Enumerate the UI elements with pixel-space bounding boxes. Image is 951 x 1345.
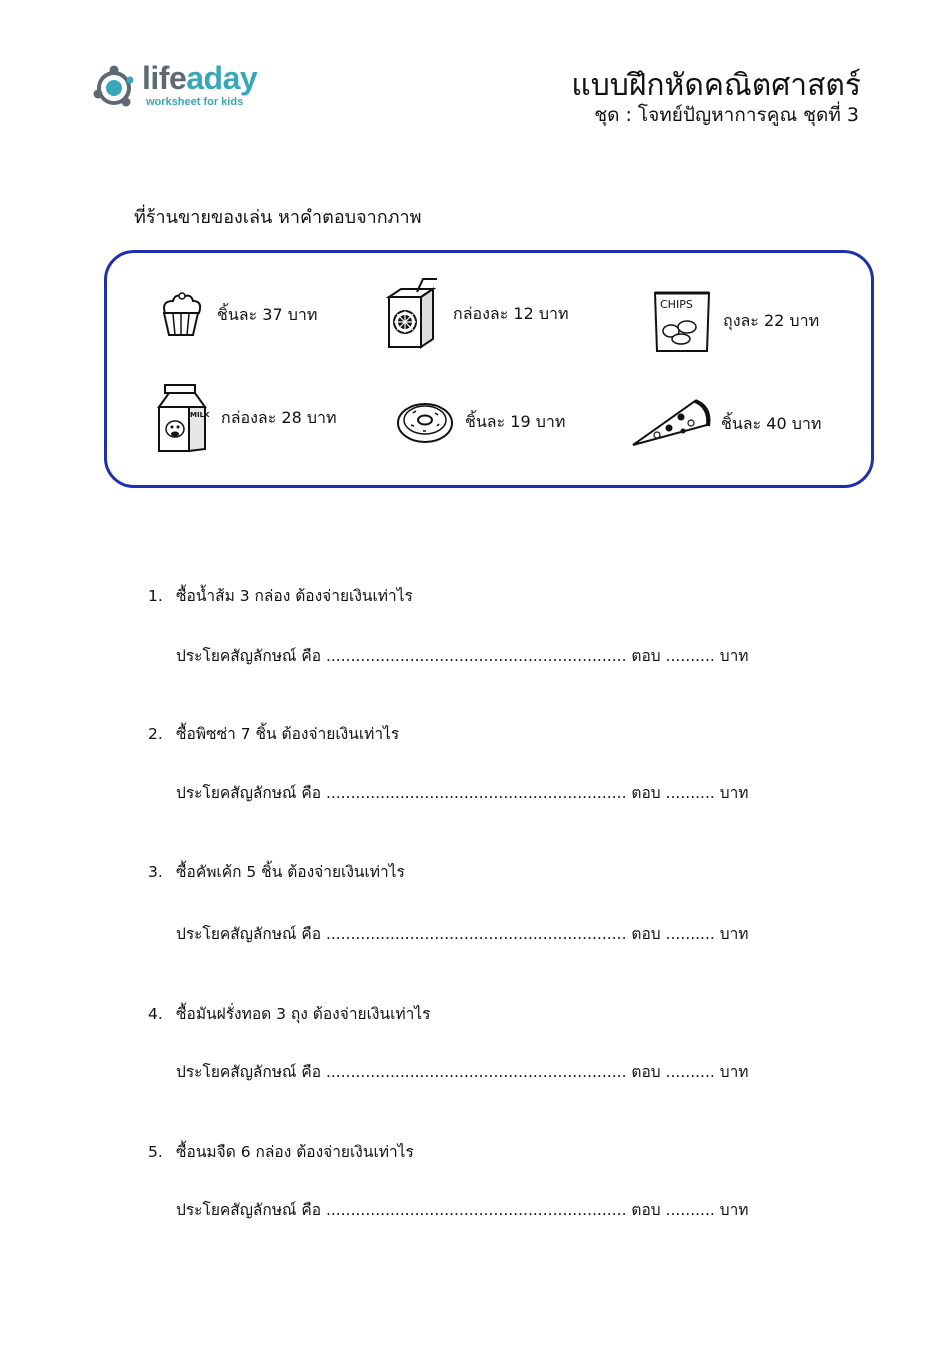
price-label: กล่องละ 28 บาท <box>221 407 337 427</box>
question-3: 3. ซื้อคัพเค้ก 5 ชิ้น ต้องจ่ายเงินเท่าไร <box>148 863 405 881</box>
pizza-slice-icon <box>629 395 711 453</box>
answer-line-5[interactable]: ประโยคสัญลักษณ์ คือ ............................................................. ตอบ .......... บาท <box>176 1201 749 1219</box>
donut-icon <box>395 399 455 445</box>
svg-text:CHIPS: CHIPS <box>660 298 693 311</box>
answer-line-3[interactable]: ประโยคสัญลักษณ์ คือ ............................................................. ตอบ .......... บาท <box>176 925 749 943</box>
price-list-box <box>104 250 874 488</box>
answer-line-1[interactable]: ประโยคสัญลักษณ์ คือ ............................................................. ตอบ .......... บาท <box>176 647 749 665</box>
question-2: 2. ซื้อพิซซ่า 7 ชิ้น ต้องจ่ายเงินเท่าไร <box>148 725 400 743</box>
logo-wordmark: lifeaday <box>142 60 258 96</box>
answer-line-4[interactable]: ประโยคสัญลักษณ์ คือ ............................................................. ตอบ .......... บาท <box>176 1063 749 1081</box>
price-label: กล่องละ 12 บาท <box>453 303 569 323</box>
svg-text:MILK: MILK <box>190 411 210 419</box>
price-item-donut <box>395 399 565 445</box>
juice-box-icon <box>383 277 443 351</box>
price-item-pizza <box>629 395 821 453</box>
cupcake-icon <box>155 289 207 341</box>
logo <box>90 60 290 116</box>
price-item-juice <box>383 277 569 351</box>
price-item-chips <box>651 287 819 355</box>
molecule-logo-icon <box>90 64 138 112</box>
instruction-text: ที่ร้านขายของเล่น หาคำตอบจากภาพ <box>134 207 422 228</box>
milk-carton-icon <box>155 381 211 455</box>
price-item-milk <box>155 381 337 455</box>
price-label: ชิ้นละ 19 บาท <box>465 411 566 431</box>
chips-bag-icon <box>651 287 713 355</box>
price-label: ชิ้นละ 40 บาท <box>721 413 822 433</box>
price-label: ชิ้นละ 37 บาท <box>217 304 318 324</box>
page-title: แบบฝึกหัดคณิตศาสตร์ <box>571 68 861 103</box>
page-subtitle: ชุด : โจทย์ปัญหาการคูณ ชุดที่ 3 <box>594 104 859 126</box>
question-5: 5. ซื้อนมจืด 6 กล่อง ต้องจ่ายเงินเท่าไร <box>148 1143 414 1161</box>
price-label: ถุงละ 22 บาท <box>723 310 820 330</box>
price-item-cupcake <box>155 289 317 341</box>
question-4: 4. ซื้อมันฝรั่งทอด 3 ถุง ต้องจ่ายเงินเท่าไร <box>148 1005 431 1023</box>
question-1: 1. ซื้อน้ำส้ม 3 กล่อง ต้องจ่ายเงินเท่าไร <box>148 587 413 605</box>
answer-line-2[interactable]: ประโยคสัญลักษณ์ คือ ............................................................. ตอบ .......... บาท <box>176 784 749 802</box>
logo-tagline: worksheet for kids <box>146 96 244 108</box>
